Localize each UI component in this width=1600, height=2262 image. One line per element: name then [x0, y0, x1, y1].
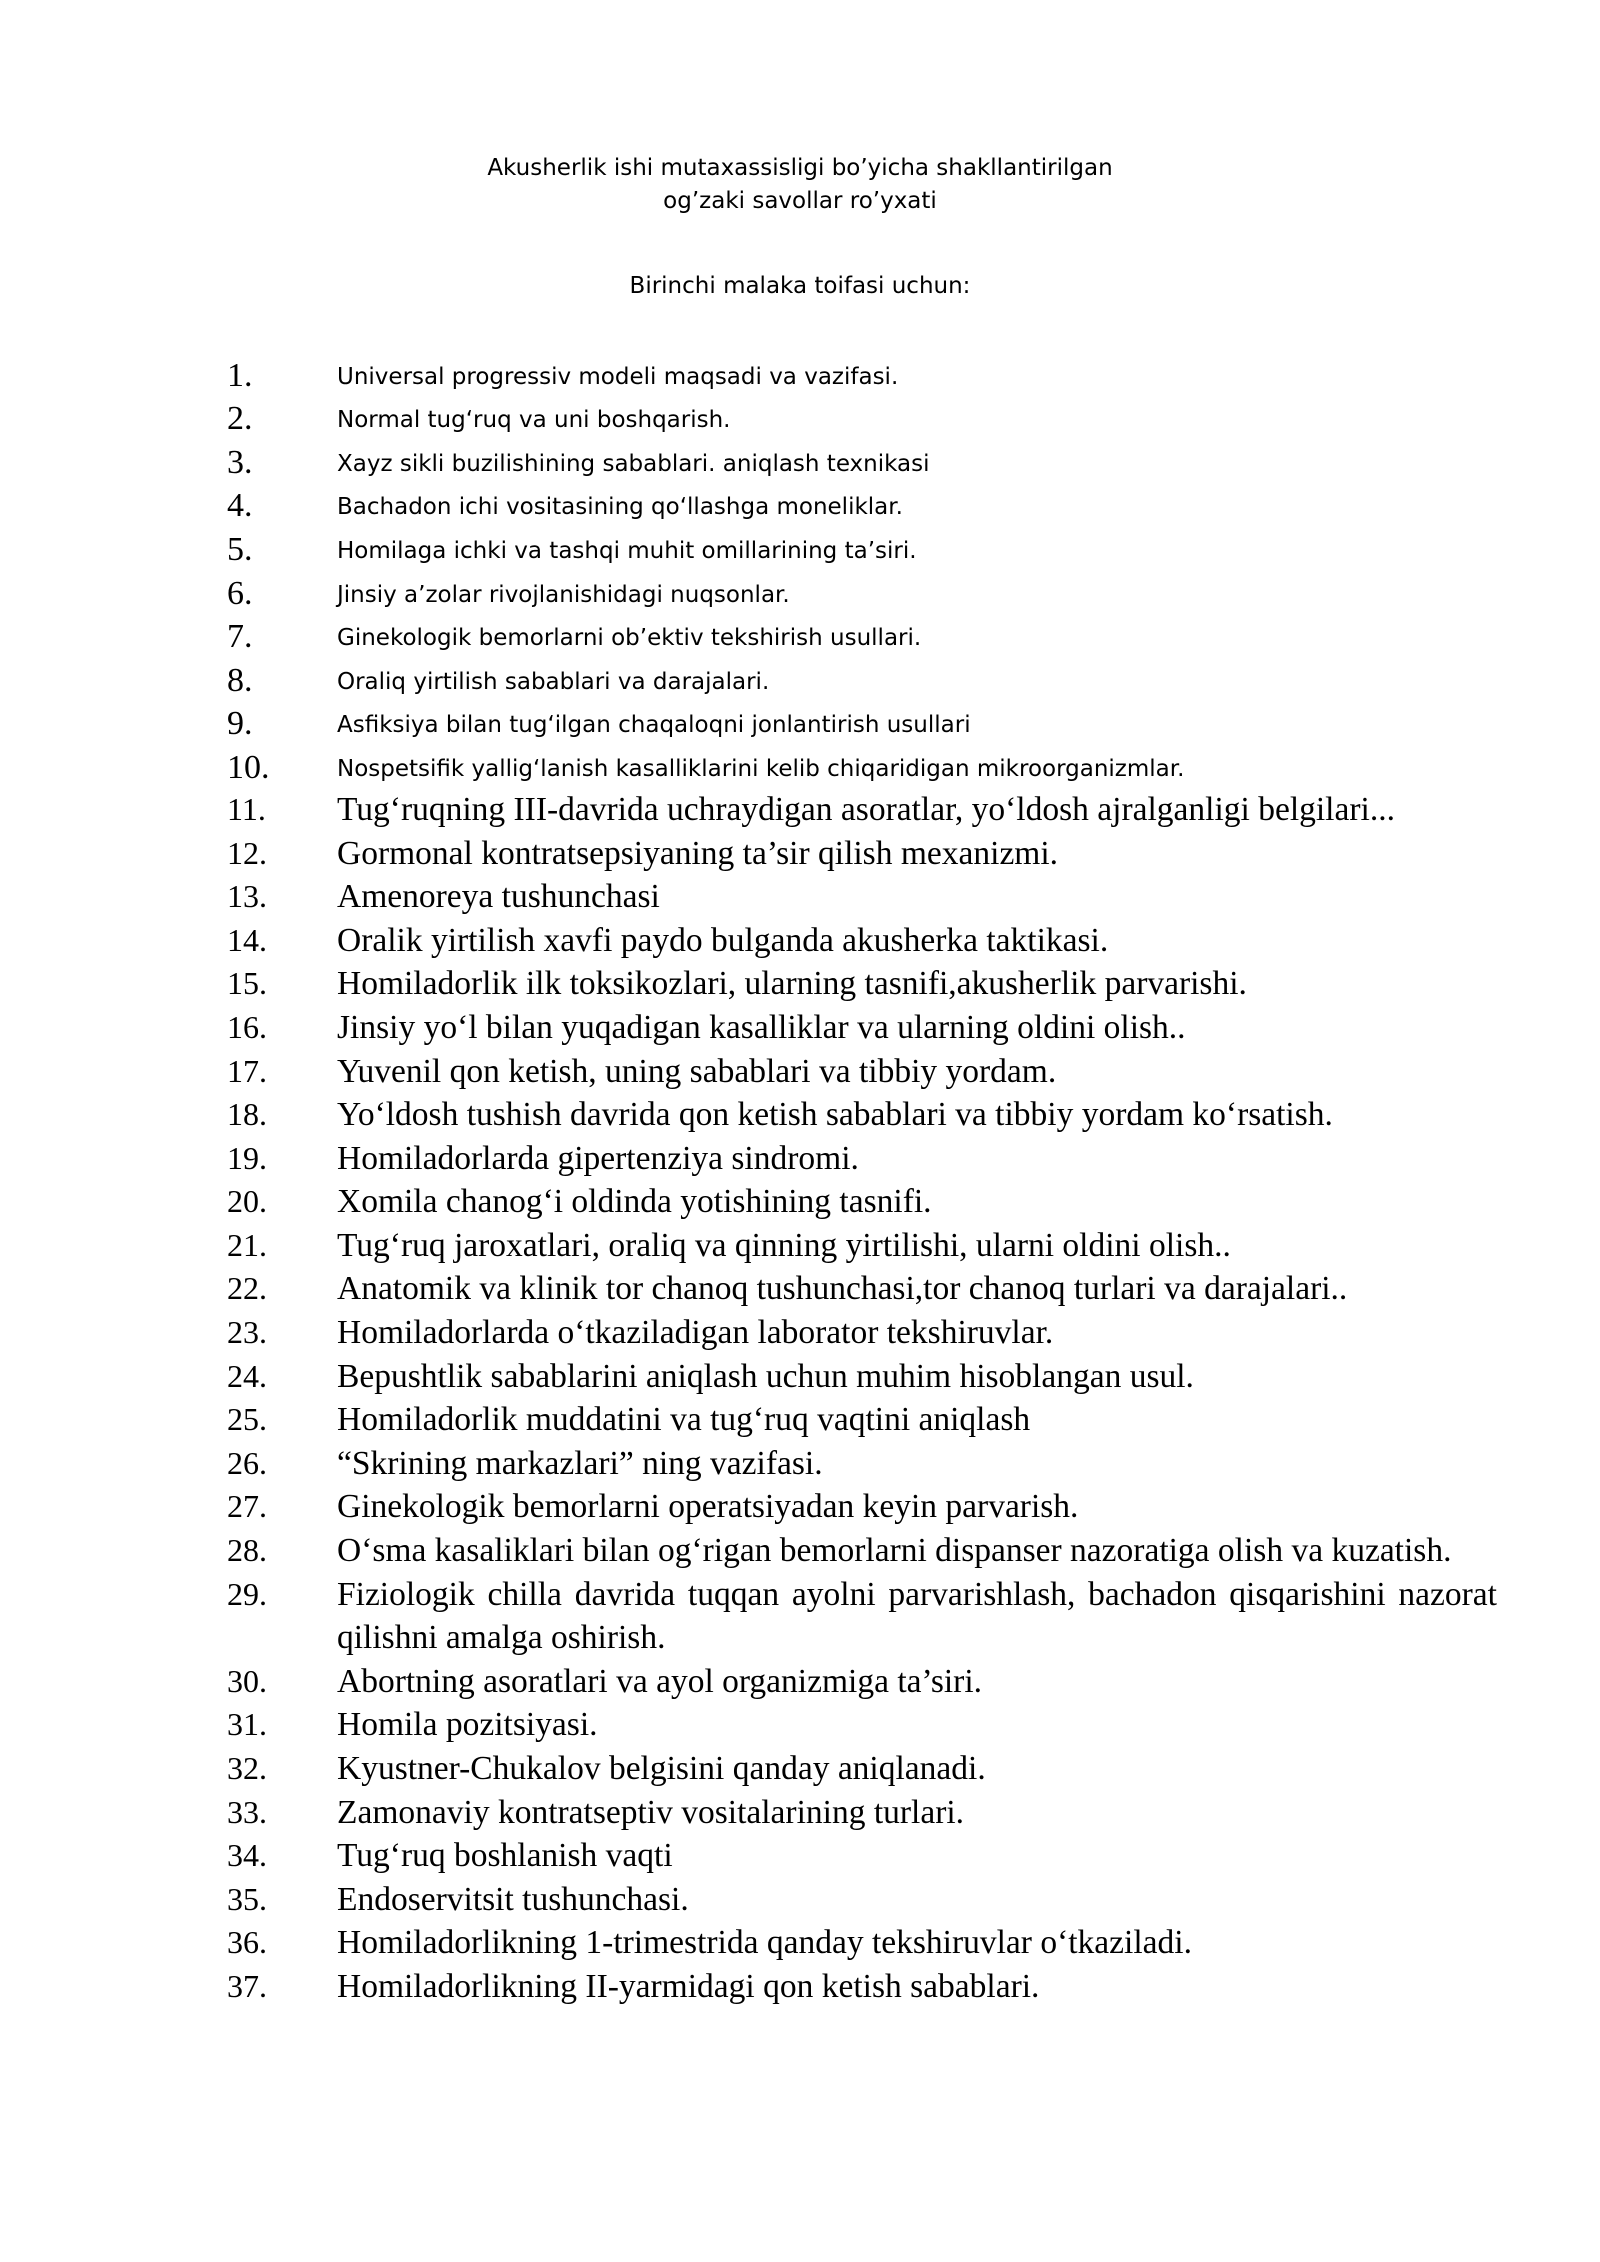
question-number: 29.	[227, 1575, 267, 1612]
question-text: O‘sma kasaliklari bilan og‘rigan bemorlarni dispanser nazoratiga olish va kuzatish.	[337, 1532, 1452, 1570]
question-number: 6.	[227, 574, 253, 612]
question-number: 10.	[227, 748, 270, 786]
question-text: Oralik yirtilish xavfi paydo bulganda akusherka taktikasi.	[337, 921, 1109, 959]
question-number: 21.	[227, 1226, 267, 1263]
question-item	[227, 1791, 1497, 1835]
question-item	[227, 744, 1497, 788]
question-text: Normal tug‘ruq va uni boshqarish.	[337, 407, 731, 434]
question-number: 28.	[227, 1532, 267, 1569]
question-number: 12.	[227, 834, 267, 871]
question-item	[227, 352, 1497, 396]
question-item	[227, 701, 1497, 745]
question-number: 2.	[227, 400, 253, 438]
question-number: 5.	[227, 530, 253, 568]
question-item	[227, 788, 1497, 832]
question-number: 31.	[227, 1706, 267, 1743]
question-item	[227, 962, 1497, 1006]
document-subtitle	[0, 270, 1600, 303]
question-number: 32.	[227, 1750, 267, 1786]
question-item	[227, 439, 1497, 483]
question-text: Kyustner-Chukalov belgisini qanday aniqlanadi.	[337, 1750, 986, 1787]
question-item	[227, 832, 1497, 876]
question-text: Abortning asoratlari va ayol organizmiga ta’siri.	[337, 1662, 983, 1700]
question-item	[227, 526, 1497, 570]
question-text: Universal progressiv modeli maqsadi va vazifasi.	[337, 363, 899, 390]
question-text: Nospetsifik yallig‘lanish kasalliklarini kelib chiqaridigan mikroorganizmlar.	[337, 755, 1185, 782]
question-item	[227, 1267, 1497, 1311]
question-item	[227, 1747, 1497, 1791]
question-text: Bepushtlik sabablarini aniqlash uchun muhim hisoblangan usul.	[337, 1357, 1194, 1395]
question-number: 36.	[227, 1924, 267, 1961]
document-title	[0, 152, 1600, 218]
question-number: 23.	[227, 1314, 267, 1351]
question-number: 16.	[227, 1008, 267, 1045]
question-list	[227, 352, 1497, 2009]
question-number: 30.	[227, 1662, 267, 1699]
question-item	[227, 1180, 1497, 1224]
question-text: Ginekologik bemorlarni ob’ektiv tekshirish usullari.	[337, 625, 922, 652]
question-number: 34.	[227, 1837, 267, 1874]
question-item	[227, 483, 1497, 527]
question-text: Ginekologik bemorlarni operatsiyadan keyin parvarish.	[337, 1488, 1079, 1526]
question-item	[227, 875, 1497, 919]
question-text: “Skrining markazlari” ning vazifasi.	[337, 1444, 823, 1482]
question-number: 27.	[227, 1488, 267, 1525]
question-item	[227, 1355, 1497, 1399]
question-item	[227, 1006, 1497, 1050]
question-item	[227, 1442, 1497, 1486]
question-text: Homiladorlikning 1-trimestrida qanday tekshiruvlar o‘tkaziladi.	[337, 1924, 1192, 1962]
question-text: Homila pozitsiyasi.	[337, 1706, 598, 1744]
question-number: 4.	[227, 487, 253, 525]
question-text: Homilaga ichki va tashqi muhit omillarining ta’siri.	[337, 537, 917, 564]
question-number: 15.	[227, 965, 267, 1002]
question-text: Bachadon ichi vositasining qo‘llashga moneliklar.	[337, 494, 903, 521]
question-item	[227, 1224, 1497, 1268]
question-text: Fiziologik chilla davrida tuqqan ayolni parvarishlash, bachadon qisqarishini nazorat qilishni amalga oshirish.	[337, 1575, 1497, 1657]
question-item	[227, 1660, 1497, 1704]
title-line-1: Akusherlik ishi mutaxassisligi bo’yicha shakllantirilgan	[487, 155, 1113, 181]
question-number: 14.	[227, 921, 267, 958]
subtitle-text: Birinchi malaka toifasi uchun:	[629, 273, 971, 299]
question-text: Homiladorlik muddatini va tug‘ruq vaqtini aniqlash	[337, 1401, 1031, 1439]
question-item	[227, 1834, 1497, 1878]
question-text: Gormonal kontratsepsiyaning ta’sir qilish mexanizmi.	[337, 834, 1059, 872]
question-text: Amenoreya tushunchasi	[337, 878, 660, 916]
question-text: Oraliq yirtilish sabablari va darajalari.	[337, 668, 770, 695]
question-number: 9.	[227, 705, 253, 743]
question-number: 22.	[227, 1270, 267, 1307]
question-item	[227, 1703, 1497, 1747]
question-number: 3.	[227, 443, 253, 481]
question-number: 8.	[227, 661, 253, 699]
question-text: Jinsiy a’zolar rivojlanishidagi nuqsonlar.	[337, 581, 790, 608]
question-text: Homiladorlarda gipertenziya sindromi.	[337, 1139, 859, 1177]
question-text: Homiladorlarda o‘tkaziladigan laborator tekshiruvlar.	[337, 1314, 1054, 1352]
question-text: Zamonaviy kontratseptiv vositalarining turlari.	[337, 1793, 965, 1831]
question-number: 20.	[227, 1183, 267, 1220]
question-item	[227, 919, 1497, 963]
question-number: 17.	[227, 1052, 267, 1089]
question-text: Jinsiy yo‘l bilan yuqadigan kasalliklar va ularning oldini olish..	[337, 1008, 1186, 1046]
question-number: 11.	[227, 790, 266, 827]
question-number: 19.	[227, 1139, 267, 1176]
question-item	[227, 1050, 1497, 1094]
title-line-2: og’zaki savollar ro’yxati	[663, 188, 937, 214]
question-item	[227, 1093, 1497, 1137]
question-text: Asfiksiya bilan tug‘ilgan chaqaloqni jonlantirish usullari	[337, 712, 971, 739]
question-item	[227, 1398, 1497, 1442]
question-text: Yo‘ldosh tushish davrida qon ketish sabablari va tibbiy yordam ko‘rsatish.	[337, 1096, 1333, 1134]
question-text: Endoservitsit tushunchasi.	[337, 1880, 689, 1918]
question-text: Homiladorlik ilk toksikozlari, ularning tasnifi,akusherlik parvarishi.	[337, 965, 1247, 1003]
question-item	[227, 1878, 1497, 1922]
question-item	[227, 657, 1497, 701]
question-number: 7.	[227, 618, 253, 656]
question-text: Xayz sikli buzilishining sabablari. aniqlash texnikasi	[337, 450, 930, 477]
question-item	[227, 1965, 1497, 2009]
question-item	[227, 614, 1497, 658]
question-item	[227, 570, 1497, 614]
question-text: Tug‘ruq jaroxatlari, oraliq va qinning yirtilishi, ularni oldini olish..	[337, 1226, 1231, 1264]
question-number: 33.	[227, 1793, 267, 1830]
question-item	[227, 396, 1497, 440]
question-number: 13.	[227, 878, 267, 915]
question-item	[227, 1573, 1497, 1660]
question-number: 37.	[227, 1967, 267, 2004]
question-number: 1.	[227, 356, 253, 394]
question-item	[227, 1137, 1497, 1181]
question-item	[227, 1311, 1497, 1355]
question-text: Tug‘ruq boshlanish vaqti	[337, 1837, 673, 1875]
question-number: 18.	[227, 1096, 267, 1133]
question-text: Anatomik va klinik tor chanoq tushunchasi,tor chanoq turlari va darajalari..	[337, 1270, 1348, 1308]
question-number: 26.	[227, 1444, 267, 1481]
question-item	[227, 1921, 1497, 1965]
question-number: 24.	[227, 1357, 267, 1394]
question-number: 25.	[227, 1401, 267, 1438]
question-item	[227, 1485, 1497, 1529]
question-item	[227, 1529, 1497, 1573]
question-text: Xomila chanog‘i oldinda yotishining tasnifi.	[337, 1183, 932, 1221]
question-text: Tug‘ruqning III-davrida uchraydigan asoratlar, yo‘ldosh ajralganligi belgilari...	[337, 790, 1395, 828]
question-text: Homiladorlikning II-yarmidagi qon ketish sabablari.	[337, 1967, 1040, 2005]
question-number: 35.	[227, 1880, 267, 1917]
question-text: Yuvenil qon ketish, uning sabablari va tibbiy yordam.	[337, 1052, 1057, 1090]
